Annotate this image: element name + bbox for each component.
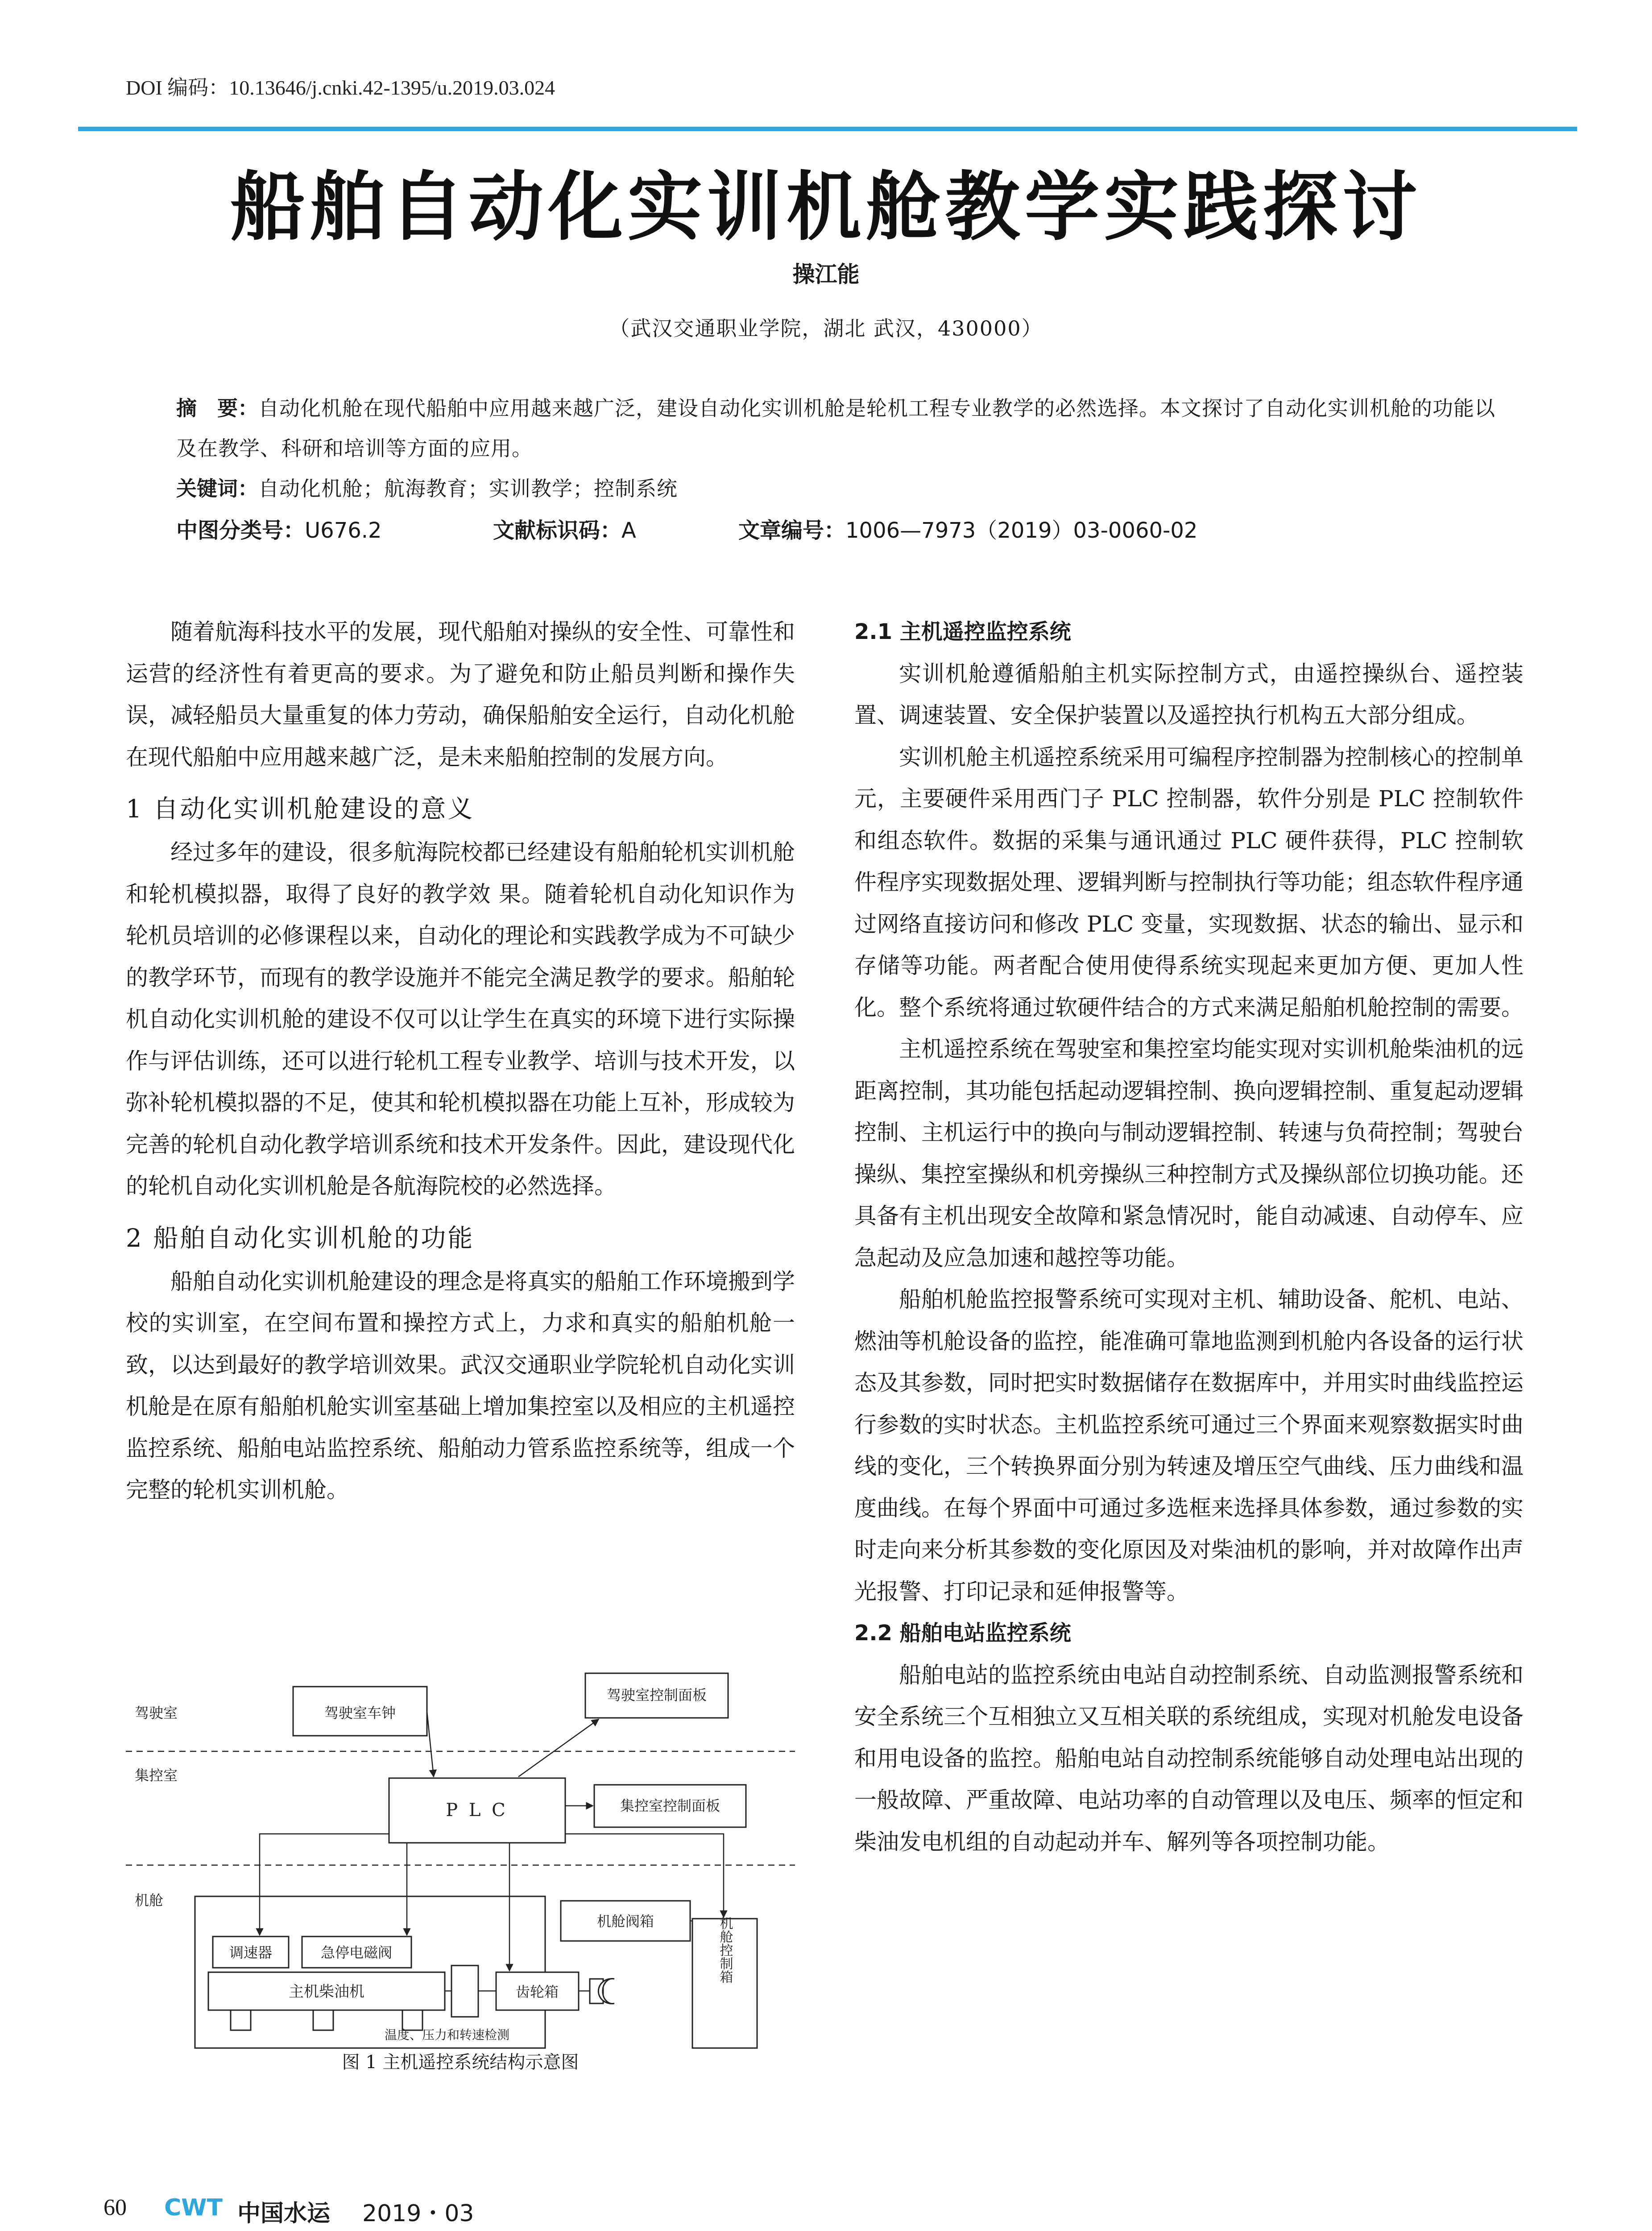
engine-sensor-2 [313,2010,333,2030]
abstract-text: 自动化机舱在现代船舶中应用越来越广泛，建设自动化实训机舱是轮机工程专业教学的必然选择。本文探讨了自动化实训机舱的功能以及在教学、科研和培训等方面的应用。 [176,396,1495,460]
clc-label: 中图分类号： [176,518,305,543]
zone-engine-label: 机舱 [135,1892,164,1909]
header-rule [78,127,1577,131]
affiliation: （武汉交通职业学院，湖北 武汉，430000） [609,316,1043,340]
article-number-value: 1006—7973（2019）03-0060-02 [845,518,1198,543]
issue-label: 2019・03 [362,2200,474,2227]
engine-sensor-1 [231,2010,251,2030]
clc-value: U676.2 [305,518,382,543]
engine-valve-label: 机舱阀箱 [596,1913,654,1930]
coupling-block [451,1966,478,2017]
main-engine-label: 主机柴油机 [289,1983,364,2001]
paper-title: 船舶自动化实训机舱教学实践探讨 [230,162,1422,251]
section-2-heading: 2 船舶自动化实训机舱的功能 [126,1223,475,1253]
abstract [176,388,1497,469]
control-panel-label: 集控室控制面板 [620,1797,720,1814]
governor-label: 调速器 [229,1944,273,1961]
plc-to-bridge-panel-arrow [518,1719,599,1777]
keywords-text: 自动化机舱；航海教育；实训教学；控制系统 [258,477,678,501]
detection-label: 温度、压力和转速检测 [384,2028,510,2042]
figure-caption: 图 1 主机遥控系统结构示意图 [342,2052,579,2073]
plc-label: P L C [446,1800,508,1820]
zone-control-label: 集控室 [135,1767,178,1784]
telegraph-to-plc-arrow [427,1711,434,1777]
section-2-2-heading: 2.2 船舶电站监控系统 [854,1621,1071,1646]
section-2-1-paragraph-4: 船舶机舱监控报警系统可实现对主机、辅助设备、舵机、电站、燃油等机舱设备的监控，能准确可靠地监测到机舱内各设备的运行状态及其参数，同时把实时数据储存在数据库中，并用实时曲线监控运行参数的实时状态。主机监控系统可通过三个界面来观察数据实时曲线的变化，三个转换界面分别为转速及增压空气曲线、压力曲线和温度曲线。在每个界面中可通过多选框来选择具体参数，通过参数的实时走向来分析其参数的变化原因及对柴油机的影响，并对故障作出声光报警、打印记录和延伸报警等。 [854,1286,1524,1605]
section-2-1-heading: 2.1 主机遥控监控系统 [854,619,1071,644]
bridge-panel-label: 驾驶室控制面板 [606,1687,707,1704]
section-1-paragraph: 经过多年的建设，很多航海院校都已经建设有船舶轮机实训机舱和轮机模拟器，取得了良好的教学效 果。随着轮机自动化知识作为轮机员培训的必修课程以来，自动化的理论和实践教学成为不可缺少的教学环节，而现有的教学设施并不能完全满足教学的要求。船舶轮机自动化实训机舱的建设不仅可以让学生在真实的环境下进行实际操作与评估训练，还可以进行轮机工程专业教学、培训与技术开发，以弥补轮机模拟器的不足，使其和轮机模拟器在功能上互补，形成较为完善的轮机自动化教学培训系统和技术开发条件。因此，建设现代化的轮机自动化实训机舱是各航海院校的必然选择。 [126,839,795,1199]
gearbox-label: 齿轮箱 [515,1983,559,2000]
section-1-heading: 1 自动化实训机舱建设的意义 [126,795,475,824]
doc-code-value: A [621,518,636,543]
article-number-entry [738,513,1197,544]
section-2-1-paragraph-3: 主机遥控系统在驾驶室和集控室均能实现对实训机舱柴油机的远距离控制，其功能包括起动逻辑控制、换向逻辑控制、重复起动逻辑控制、主机运行中的换向与制动逻辑控制、转速与负荷控制；驾驶台操纵、集控室操纵和机旁操纵三种控制方式及操纵部位切换功能。还具备有主机出现安全故障和紧急情况时，能自动减速、自动停车、应急起动及应急加速和越控等功能。 [854,1036,1524,1271]
article-number-label: 文章编号： [738,518,846,543]
control-box-link [565,1834,724,1843]
engine-control-label: 机舱控制箱 [717,1916,733,1983]
clc-entry [176,513,382,544]
abstract-label: 摘 要： [176,396,258,420]
intro-paragraph: 随着航海科技水平的发展，现代船舶对操纵的安全性、可靠性和运营的经济性有着更高的要求。为了避免和防止船员判断和操作失误，减轻船员大量重复的体力劳动，确保船舶安全运行，自动化机舱在现代船舶中应用越来越广泛，是未来船舶控制的发展方向。 [126,619,795,770]
bridge-telegraph-label: 驾驶室车钟 [324,1704,396,1721]
section-2-1-paragraph-2: 实训机舱主机遥控系统采用可编程序控制器为控制核心的控制单元，主要硬件采用西门子 PLC 控制器，软件分别是 PLC 控制软件和组态软件。数据的采集与通讯通过 PLC 硬件获得，PLC 控制软件程序实现数据处理、逻辑判断与控制执行等功能；组态软件程序通过网络直接访问和修改 PLC 变量，实现数据、状态的输出、显示和存储等功能。两者配合使用使得系统实现起来更加方便、更加人性化。整个系统将通过软硬件结合的方式来满足船舶机舱控制的需要。 [854,744,1524,1020]
doc-code-label: 文献标识码： [493,518,622,543]
section-2-1-paragraph-1: 实训机舱遵循船舶主机实际控制方式，由遥控操纵台、遥控装置、调速装置、安全保护装置以及遥控执行机构五大部分组成。 [854,660,1524,728]
page-number: 60 [104,2195,127,2220]
keywords [176,469,1497,509]
section-2-2-paragraph: 船舶电站的监控系统由电站自动控制系统、自动监测报警系统和安全系统三个互相独立又互相关联的系统组成，实现对机舱发电设备和用电设备的监控。船舶电站自动控制系统能够自动处理电站出现的一般故障、严重故障、电站功率的自动管理以及电压、频率的恒定和柴油发电机组的自动起动并车、解列等各项控制功能。 [854,1662,1524,1855]
abstract-block [176,388,1497,509]
zone-bridge-label: 驾驶室 [135,1704,178,1721]
emergency-valve-label: 急停电磁阀 [320,1944,393,1961]
section-2-paragraph: 船舶自动化实训机舱建设的理念是将真实的船舶工作环境搬到学校的实训室，在空间布置和操控方式上，力求和真实的船舶机舱一致，以达到最好的教学培训效果。武汉交通职业学院轮机自动化实训机舱是在原有船舶机舱实训室基础上增加集控室以及相应的主机遥控监控系统、船舶电站监控系统、船舶动力管系监控系统等，组成一个完整的轮机实训机舱。 [126,1268,795,1503]
doc-code-entry [493,513,636,544]
system-diagram [126,1655,795,2057]
brand-logo: CWT [164,2194,223,2221]
doi-line: DOI 编码：10.13646/j.cnki.42-1395/u.2019.03.024 [126,76,555,99]
author: 操江能 [792,261,860,287]
magazine-name: 中国水运 [237,2200,331,2227]
keywords-label: 关键词： [176,477,258,501]
left-column [126,611,795,1511]
right-column [854,611,1524,1863]
governor-link [260,1834,389,1843]
